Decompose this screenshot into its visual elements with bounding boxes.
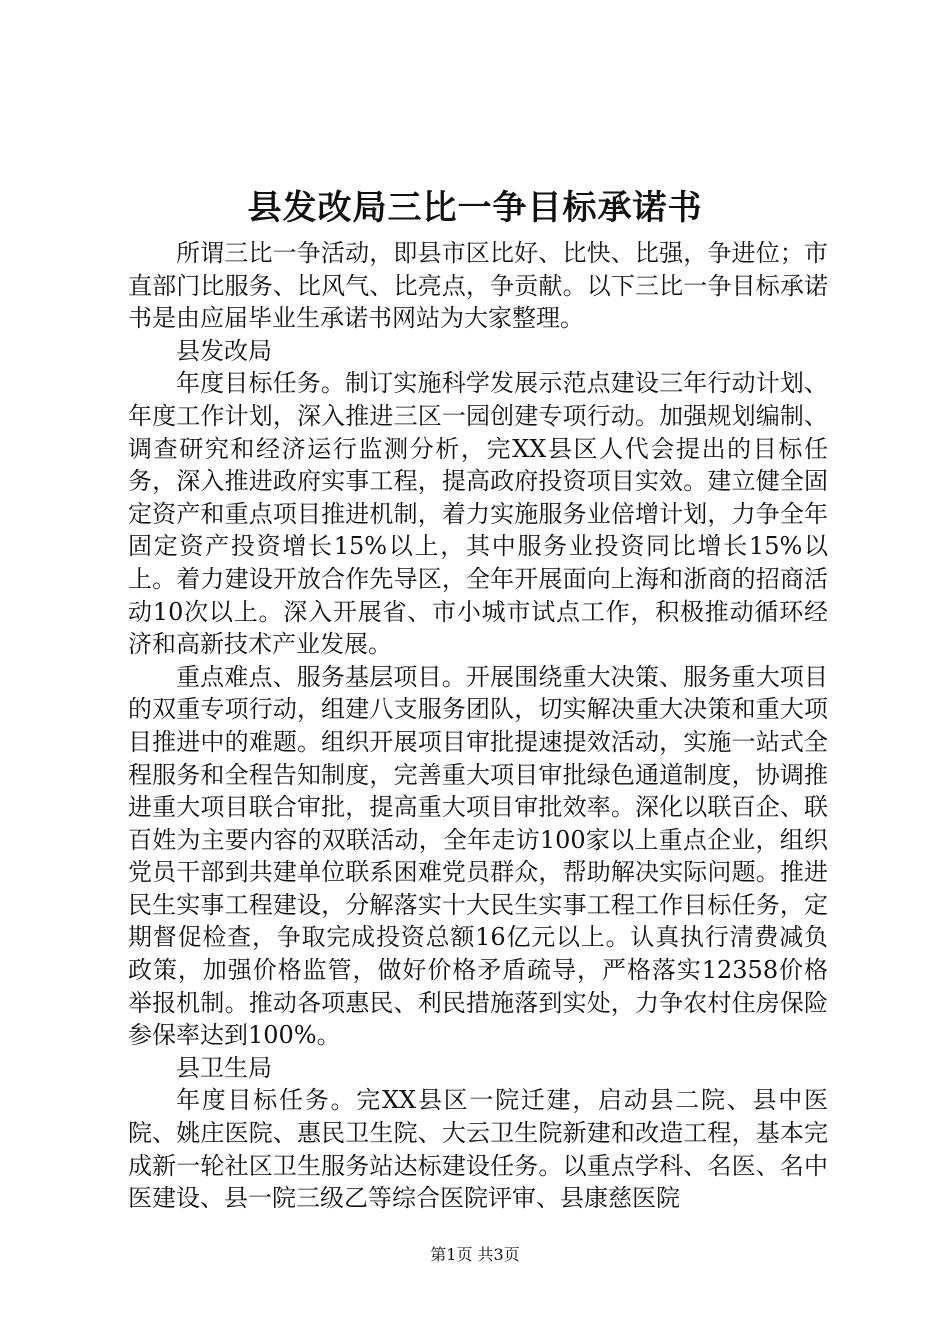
page-footer: 第1页 共3页 xyxy=(430,1245,520,1264)
paragraph-health-targets: 年度目标任务。完XX县区一院迁建，启动县二院、县中医院、姚庄医院、惠民卫生院、大云卫生院新建和改造工程，基本完成新一轮社区卫生服务站达标建设任务。以重点学科、名医、名中医建设、县一院三级乙等综合医院评审、县康慈医院 xyxy=(128,1086,828,1213)
paragraph-key-projects: 重点难点、服务基层项目。开展围绕重大决策、服务重大项目的双重专项行动，组建八支服务团队，切实解决重大决策和重大项目推进中的难题。组织开展项目审批提速提效活动，实施一站式全程服务和全程告知制度，完善重大项目审批绿色通道制度，协调推进重大项目联合审批，提高重大项目审批效率。深化以联百企、联百姓为主要内容的双联活动，全年走访100家以上重点企业，组织党员干部到共建单位联系困难党员群众，帮助解决实际问题。推进民生实事工程建设，分解落实十大民生实事工程工作目标任务，定期督促检查，争取完成投资总额16亿元以上。认真执行清费减负政策，加强价格监管，做好价格矛盾疏导，严格落实12358价格举报机制。推动各项惠民、利民措施落到实处，力争农村住房保险参保率达到100%。 xyxy=(128,662,828,1050)
section-heading-fagaiju: 县发改局 xyxy=(176,336,272,365)
document-body xyxy=(128,237,828,1215)
document-title: 县发改局三比一争目标承诺书 xyxy=(247,188,703,228)
paragraph-intro: 所谓三比一争活动，即县市区比好、比快、比强，争进位；市直部门比服务、比风气、比亮点，争贡献。以下三比一争目标承诺书是由应届毕业生承诺书网站为大家整理。 xyxy=(128,239,828,333)
paragraph-annual-targets: 年度目标任务。制订实施科学发展示范点建设三年行动计划、年度工作计划，深入推进三区一园创建专项行动。加强规划编制、调查研究和经济运行监测分析，完XX县区人代会提出的目标任务，深入推进政府实事工程，提高政府投资项目实效。建立健全固定资产和重点项目推进机制，着力实施服务业倍增计划，力争全年固定资产投资增长15%以上，其中服务业投资同比增长15%以上。着力建设开放合作先导区，全年开展面向上海和浙商的招商活动10次以上。深入开展省、市小城市试点工作，积极推动循环经济和高新技术产业发展。 xyxy=(128,369,828,659)
section-heading-weishengju: 县卫生局 xyxy=(176,1053,272,1082)
